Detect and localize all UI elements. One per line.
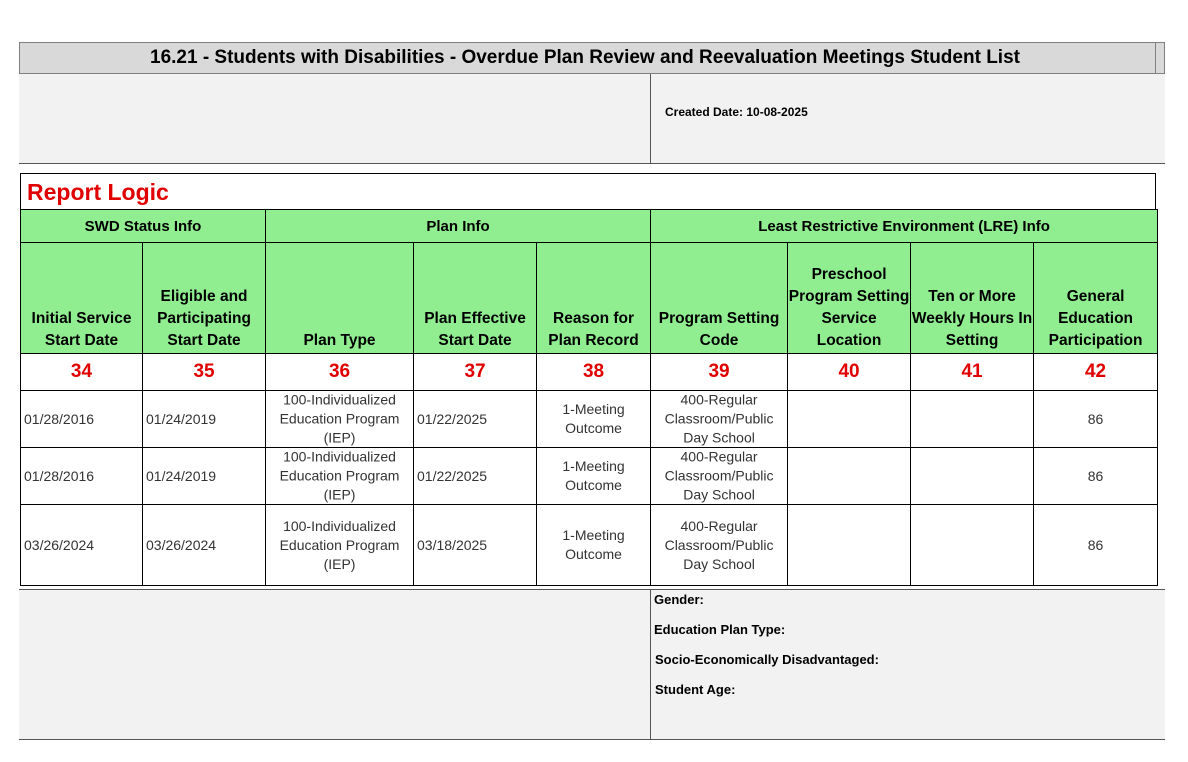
- reason-cell: 1-Meeting Outcome: [537, 505, 651, 586]
- col-header-plan-effective-start-date: Plan Effective Start Date: [414, 243, 537, 354]
- gen-ed-participation-cell: 86: [1034, 391, 1158, 448]
- table-row: [21, 505, 1158, 586]
- program-setting-cell: 400-Regular Classroom/Public Day School: [651, 505, 788, 586]
- col-number: 40: [788, 354, 911, 391]
- initial-service-start-cell: 01/28/2016: [21, 448, 143, 505]
- plan-type-cell: [266, 448, 414, 505]
- header-info-right-panel: [650, 74, 1165, 164]
- col-number: 38: [537, 354, 651, 391]
- initial-service-start-cell: 03/26/2024: [21, 505, 143, 586]
- group-header-row: [21, 210, 1158, 243]
- ten-or-more-hours-cell: [911, 391, 1034, 448]
- student-list-table: [20, 209, 1158, 586]
- group-lre-info: Least Restrictive Environment (LRE) Info: [651, 210, 1158, 243]
- gen-ed-participation-cell: 86: [1034, 505, 1158, 586]
- col-header-plan-type: Plan Type: [266, 243, 414, 354]
- header-info-left-panel: [19, 74, 650, 164]
- col-number: 37: [414, 354, 537, 391]
- col-number: 39: [651, 354, 788, 391]
- gender-label: Gender:: [654, 592, 704, 607]
- preschool-location-cell: [788, 391, 911, 448]
- col-number: 42: [1034, 354, 1158, 391]
- col-number: 36: [266, 354, 414, 391]
- plan-type-cell: 100-Individualized Education Program (IEP): [266, 505, 414, 586]
- col-header-preschool-setting-location: Preschool Program Setting Service Location: [788, 243, 911, 354]
- col-header-reason-for-plan-record: Reason for Plan Record: [537, 243, 651, 354]
- reason-cell: 1-Meeting Outcome: [537, 391, 651, 448]
- col-header-program-setting-code: Program Setting Code: [651, 243, 788, 354]
- plan-effective-start-cell: 01/22/2025: [414, 391, 537, 448]
- program-setting-text: 400-Regular Classroom/Public Day School: [664, 391, 774, 446]
- preschool-location-cell: [788, 448, 911, 505]
- col-header-initial-service-start-date: Initial Service Start Date: [21, 243, 143, 354]
- table-row: [21, 391, 1158, 448]
- eligible-start-cell: 03/26/2024: [143, 505, 266, 586]
- report-logic-box: [20, 173, 1156, 210]
- program-setting-text: 400-Regular Classroom/Public Day School: [664, 448, 774, 503]
- reason-cell: 1-Meeting Outcome: [537, 448, 651, 505]
- plan-effective-start-cell: 03/18/2025: [414, 505, 537, 586]
- group-swd-status-info: SWD Status Info: [21, 210, 266, 243]
- report-title-bar: [19, 42, 1165, 74]
- student-age-label: Student Age:: [655, 682, 736, 697]
- ten-or-more-hours-cell: [911, 505, 1034, 586]
- plan-type-text: 100-Individualized Education Program (IEP): [279, 391, 400, 446]
- col-header-eligible-start-date: Eligible and Participating Start Date: [143, 243, 266, 354]
- eligible-start-cell: 01/24/2019: [143, 448, 266, 505]
- col-number: 35: [143, 354, 266, 391]
- column-number-row: [21, 354, 1158, 391]
- table-row: [21, 448, 1158, 505]
- footer-right-panel: [650, 590, 1165, 740]
- footer-left-panel: [19, 590, 650, 740]
- col-number: 41: [911, 354, 1034, 391]
- initial-service-start-cell: 01/28/2016: [21, 391, 143, 448]
- gen-ed-participation-cell: 86: [1034, 448, 1158, 505]
- education-plan-type-label: Education Plan Type:: [654, 622, 786, 637]
- preschool-location-cell: [788, 505, 911, 586]
- plan-type-cell: [266, 391, 414, 448]
- report-title: 16.21 - Students with Disabilities - Overdue Plan Review and Reevaluation Meetings Student List: [150, 47, 1020, 68]
- plan-effective-start-cell: 01/22/2025: [414, 448, 537, 505]
- col-number: 34: [21, 354, 143, 391]
- col-header-ten-or-more-hours: Ten or More Weekly Hours In Setting: [911, 243, 1034, 354]
- report-logic-title: Report Logic: [27, 179, 169, 205]
- program-setting-cell: [651, 448, 788, 505]
- plan-type-text: 100-Individualized Education Program (IEP): [279, 448, 400, 503]
- ten-or-more-hours-cell: [911, 448, 1034, 505]
- column-header-row: [21, 243, 1158, 354]
- created-date: Created Date: 10-08-2025: [665, 105, 808, 119]
- eligible-start-cell: 01/24/2019: [143, 391, 266, 448]
- program-setting-cell: [651, 391, 788, 448]
- group-plan-info: Plan Info: [266, 210, 651, 243]
- socio-economic-label: Socio-Economically Disadvantaged:: [655, 652, 879, 667]
- title-divider: [1155, 43, 1156, 73]
- col-header-gen-ed-participation: General Education Participation: [1034, 243, 1158, 354]
